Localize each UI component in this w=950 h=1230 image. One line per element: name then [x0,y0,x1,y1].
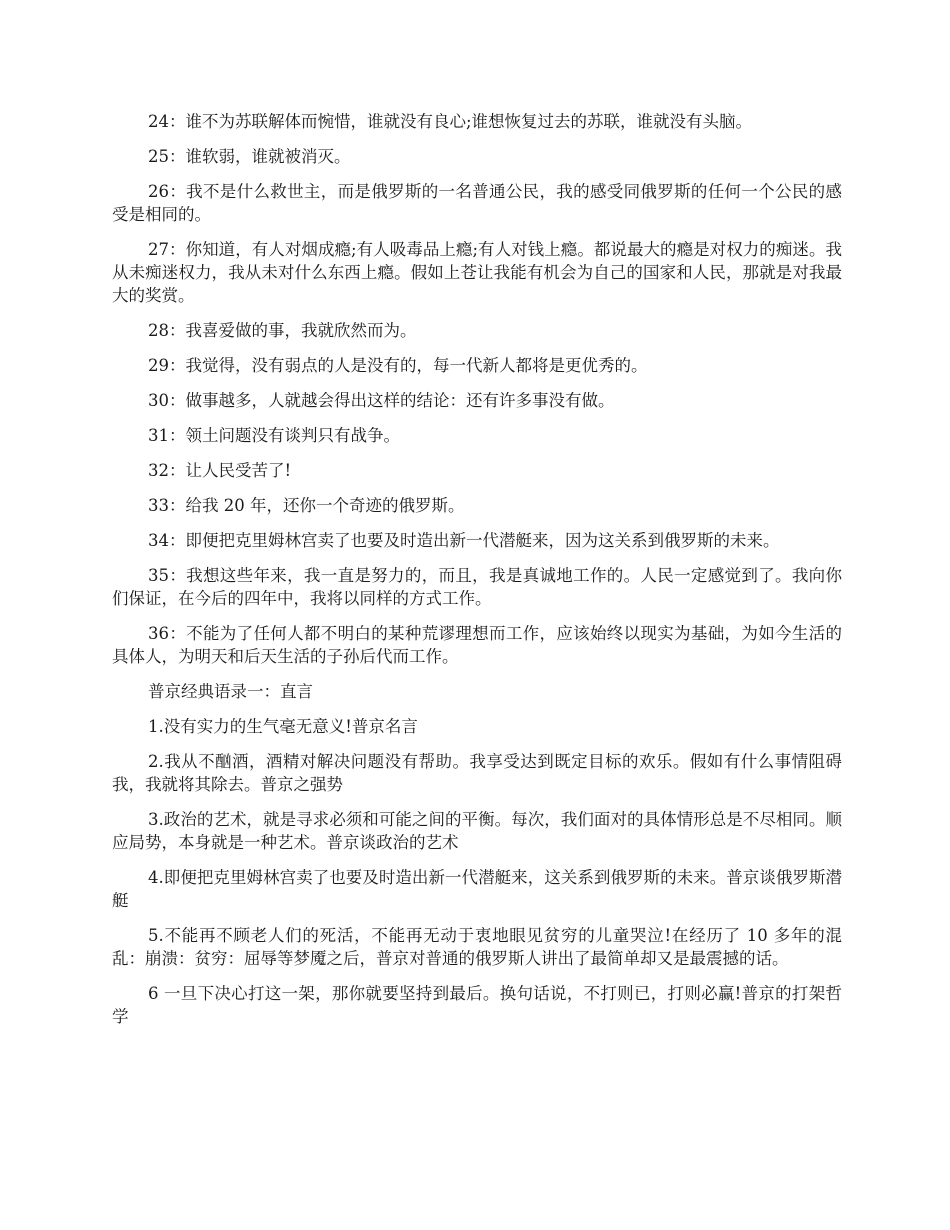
paragraph-31: 31：领土问题没有谈判只有战争。 [148,426,400,445]
paragraph-25: 25：谁软弱，谁就被消灭。 [148,147,351,166]
paragraph-26: 26：我不是什么救世主，而是俄罗斯的一名普通公民，我的感受同俄罗斯的任何一个公民的感受是相同的。 [112,182,842,224]
quote-2: 2.我从不酗酒，酒精对解决问题没有帮助。我享受达到既定目标的欢乐。假如有什么事情阻碍我，我就将其除去。普京之强势 [112,752,842,794]
paragraph-24: 24：谁不为苏联解体而惋惜，谁就没有良心;谁想恢复过去的苏联，谁就没有头脑。 [148,112,753,131]
paragraph-30: 30：做事越多，人就越会得出这样的结论：还有许多事没有做。 [148,391,615,410]
paragraph-28: 28：我喜爱做的事，我就欣然而为。 [148,321,417,340]
quote-4: 4.即便把克里姆林宫卖了也要及时造出新一代潜艇来，这关系到俄罗斯的未来。普京谈俄罗斯潜艇 [112,868,842,910]
section-heading: 普京经典语录一：直言 [148,682,313,701]
quote-3: 3.政治的艺术，就是寻求必须和可能之间的平衡。每次，我们面对的具体情形总是不尽相同。顺应局势，本身就是一种艺术。普京谈政治的艺术 [112,810,842,852]
document-body [112,110,842,1040]
paragraph-29: 29：我觉得，没有弱点的人是没有的，每一代新人都将是更优秀的。 [148,356,648,375]
paragraph-35: 35：我想这些年来，我一直是努力的，而且，我是真诚地工作的。人民一定感觉到了。我向你们保证，在今后的四年中，我将以同样的方式工作。 [112,566,842,608]
paragraph-36: 36：不能为了任何人都不明白的某种荒谬理想而工作，应该始终以现实为基础，为如今生活的具体人，为明天和后天生活的子孙后代而工作。 [112,624,842,666]
quote-5: 5.不能再不顾老人们的死活，不能再无动于衷地眼见贫穷的儿童哭泣!在经历了 10 多年的混乱：崩溃：贫穷：屈辱等梦魇之后，普京对普通的俄罗斯人讲出了最简单却又是最震撼的话。 [112,926,842,968]
paragraph-33: 33：给我 20 年，还你一个奇迹的俄罗斯。 [148,496,465,515]
paragraph-34: 34：即便把克里姆林宫卖了也要及时造出新一代潜艇来，因为这关系到俄罗斯的未来。 [148,531,780,550]
paragraph-27: 27：你知道，有人对烟成瘾;有人吸毒品上瘾;有人对钱上瘾。都说最大的瘾是对权力的痴迷。我从未痴迷权力，我从未对什么东西上瘾。假如上苍让我能有机会为自己的国家和人民，那就是对我最大的奖赏。 [112,240,842,305]
quote-6: 6 一旦下决心打这一架，那你就要坚持到最后。换句话说，不打则已，打则必赢!普京的打架哲学 [112,984,842,1026]
paragraph-32: 32：让人民受苦了! [148,461,292,480]
quote-1: 1.没有实力的生气毫无意义!普京名言 [148,717,418,736]
